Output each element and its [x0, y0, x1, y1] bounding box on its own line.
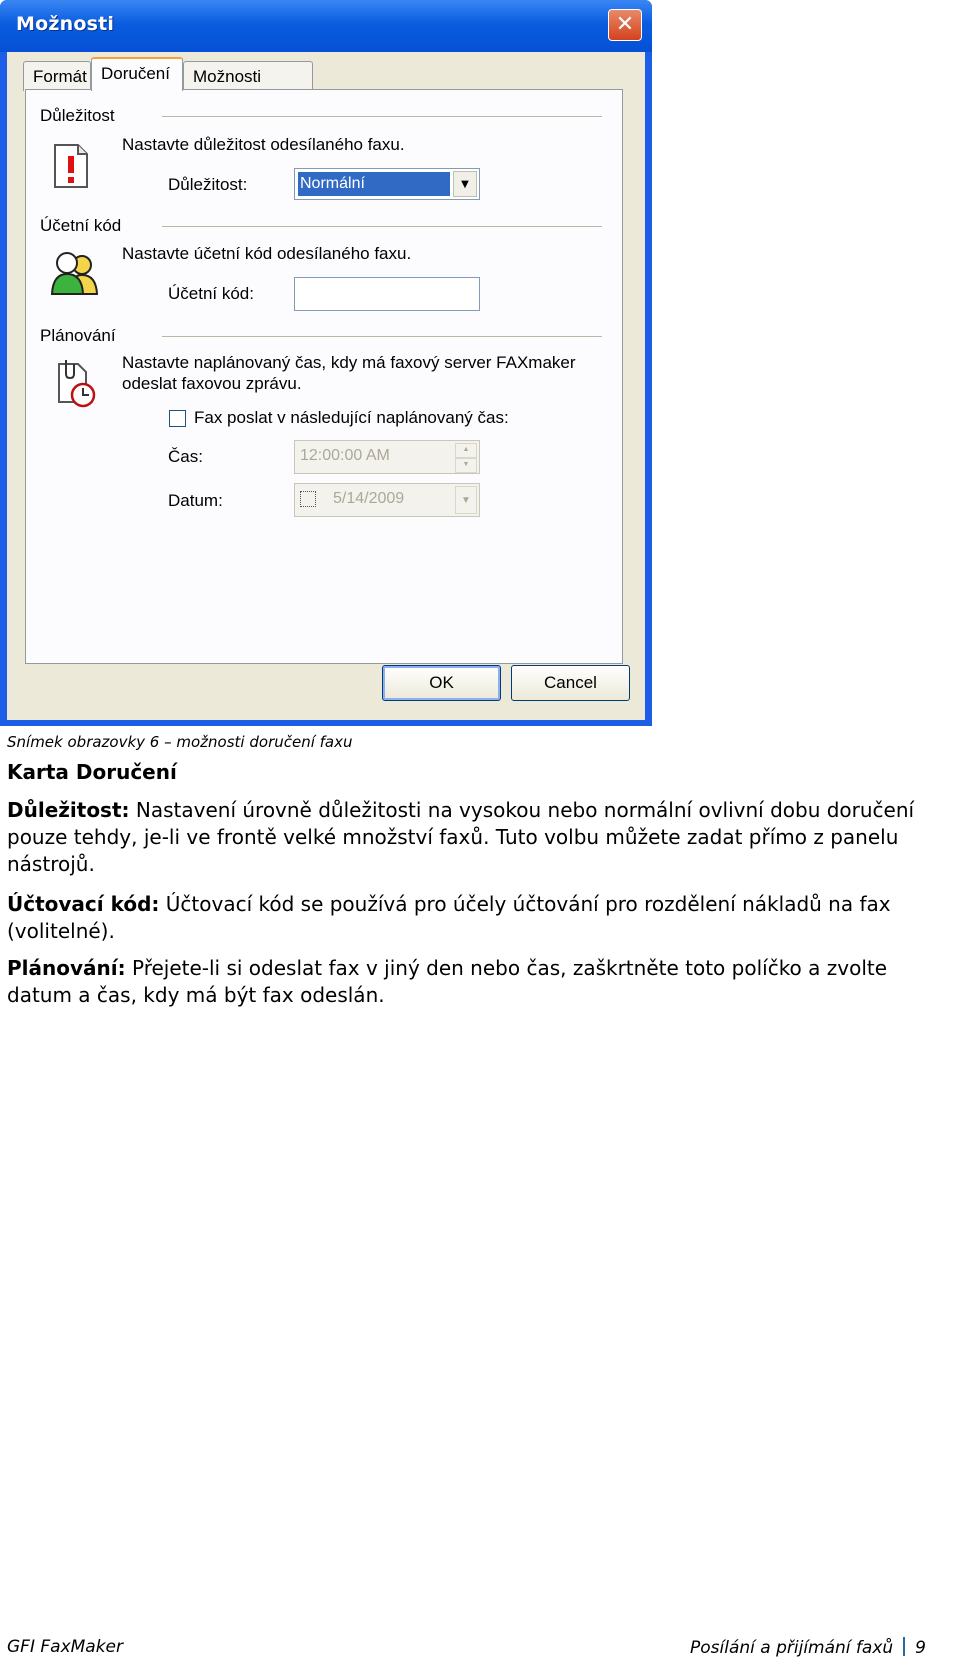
time-input[interactable] — [294, 440, 480, 474]
dialog-title: Možnosti — [16, 13, 115, 35]
scheduling-description-line2: odeslat faxovou zprávu. — [122, 374, 302, 393]
time-spinner[interactable] — [455, 443, 477, 471]
tab-smtp-options[interactable]: Možnosti — [183, 61, 313, 91]
spin-up-icon[interactable]: ▲ — [455, 443, 477, 458]
priority-label: Důležitost: — [168, 175, 248, 194]
text-scheduling: Přejete-li si odeslat fax v jiný den nebo čas, zaškrtněte toto políčko a zvolte datum a čas, kdy má být fax odeslán. — [7, 956, 888, 1007]
scheduling-group-label: Plánování — [40, 326, 116, 345]
chevron-down-icon[interactable]: ▼ — [453, 171, 477, 197]
text-billing: Účtovací kód se používá pro účely účtování pro rozdělení nákladů na fax (volitelné). — [7, 892, 891, 943]
date-label: Datum: — [168, 491, 223, 510]
footer-section — [690, 1637, 926, 1658]
tab-delivery[interactable]: Doručení — [91, 57, 183, 91]
billing-code-input[interactable] — [294, 277, 480, 311]
text-priority: Nastavení úrovně důležitosti na vysokou nebo normální ovlivní dobu doručení pouze tehdy, je-li ve frontě velké množství faxů. Tuto volbu můžete zadat přímo z panelu nástrojů. — [7, 798, 915, 876]
billing-description: Nastavte účetní kód odesílaného faxu. — [122, 244, 412, 263]
date-picker[interactable] — [294, 483, 480, 517]
date-checkbox[interactable] — [300, 491, 316, 507]
billing-label: Účetní kód: — [168, 284, 254, 303]
priority-icon — [52, 142, 90, 190]
figure-caption: Snímek obrazovky 6 – možnosti doručení faxu — [7, 733, 353, 751]
paragraph-scheduling — [7, 955, 947, 1009]
close-button[interactable] — [608, 9, 642, 41]
time-label: Čas: — [168, 447, 203, 466]
dialog-client — [7, 52, 645, 720]
billing-group-divider — [162, 226, 602, 228]
priority-description: Nastavte důležitost odesílaného faxu. — [122, 135, 405, 154]
priority-group-label: Důležitost — [40, 106, 115, 125]
page-number: 9 — [915, 1638, 926, 1658]
users-icon — [50, 250, 100, 296]
footer-section-title: Posílání a přijímání faxů — [690, 1638, 894, 1658]
term-billing: Účtovací kód: — [7, 892, 160, 916]
close-icon: ✕ — [615, 12, 635, 37]
paragraph-priority — [7, 797, 947, 878]
tab-format[interactable]: Formát — [23, 61, 91, 91]
footer-divider — [903, 1637, 905, 1656]
paragraph-billing — [7, 891, 947, 945]
term-priority: Důležitost: — [7, 798, 130, 822]
priority-select-value: Normální — [298, 172, 450, 196]
scheduling-group-divider — [162, 336, 602, 338]
date-value: 5/14/2009 — [333, 490, 405, 507]
time-value: 12:00:00 AM — [300, 447, 390, 464]
section-heading: Karta Doručení — [7, 760, 177, 784]
title-bar[interactable] — [0, 0, 652, 52]
tab-panel-delivery — [25, 89, 623, 664]
schedule-clock-icon — [56, 358, 96, 408]
schedule-checkbox[interactable] — [169, 410, 186, 427]
spin-down-icon[interactable]: ▼ — [455, 458, 477, 473]
footer-product: GFI FaxMaker — [7, 1637, 124, 1657]
schedule-checkbox-label[interactable]: Fax poslat v následující naplánovaný čas: — [194, 408, 509, 427]
cancel-button[interactable]: Cancel — [511, 665, 630, 701]
scheduling-description-line1: Nastavte naplánovaný čas, kdy má faxový server FAXmaker — [122, 353, 576, 372]
options-dialog — [0, 0, 652, 726]
chevron-down-icon[interactable]: ▼ — [455, 486, 477, 514]
priority-select[interactable] — [294, 168, 480, 200]
ok-button[interactable]: OK — [382, 665, 501, 701]
billing-group-label: Účetní kód — [40, 216, 122, 235]
term-scheduling: Plánování: — [7, 956, 126, 980]
priority-group-divider — [162, 116, 602, 118]
